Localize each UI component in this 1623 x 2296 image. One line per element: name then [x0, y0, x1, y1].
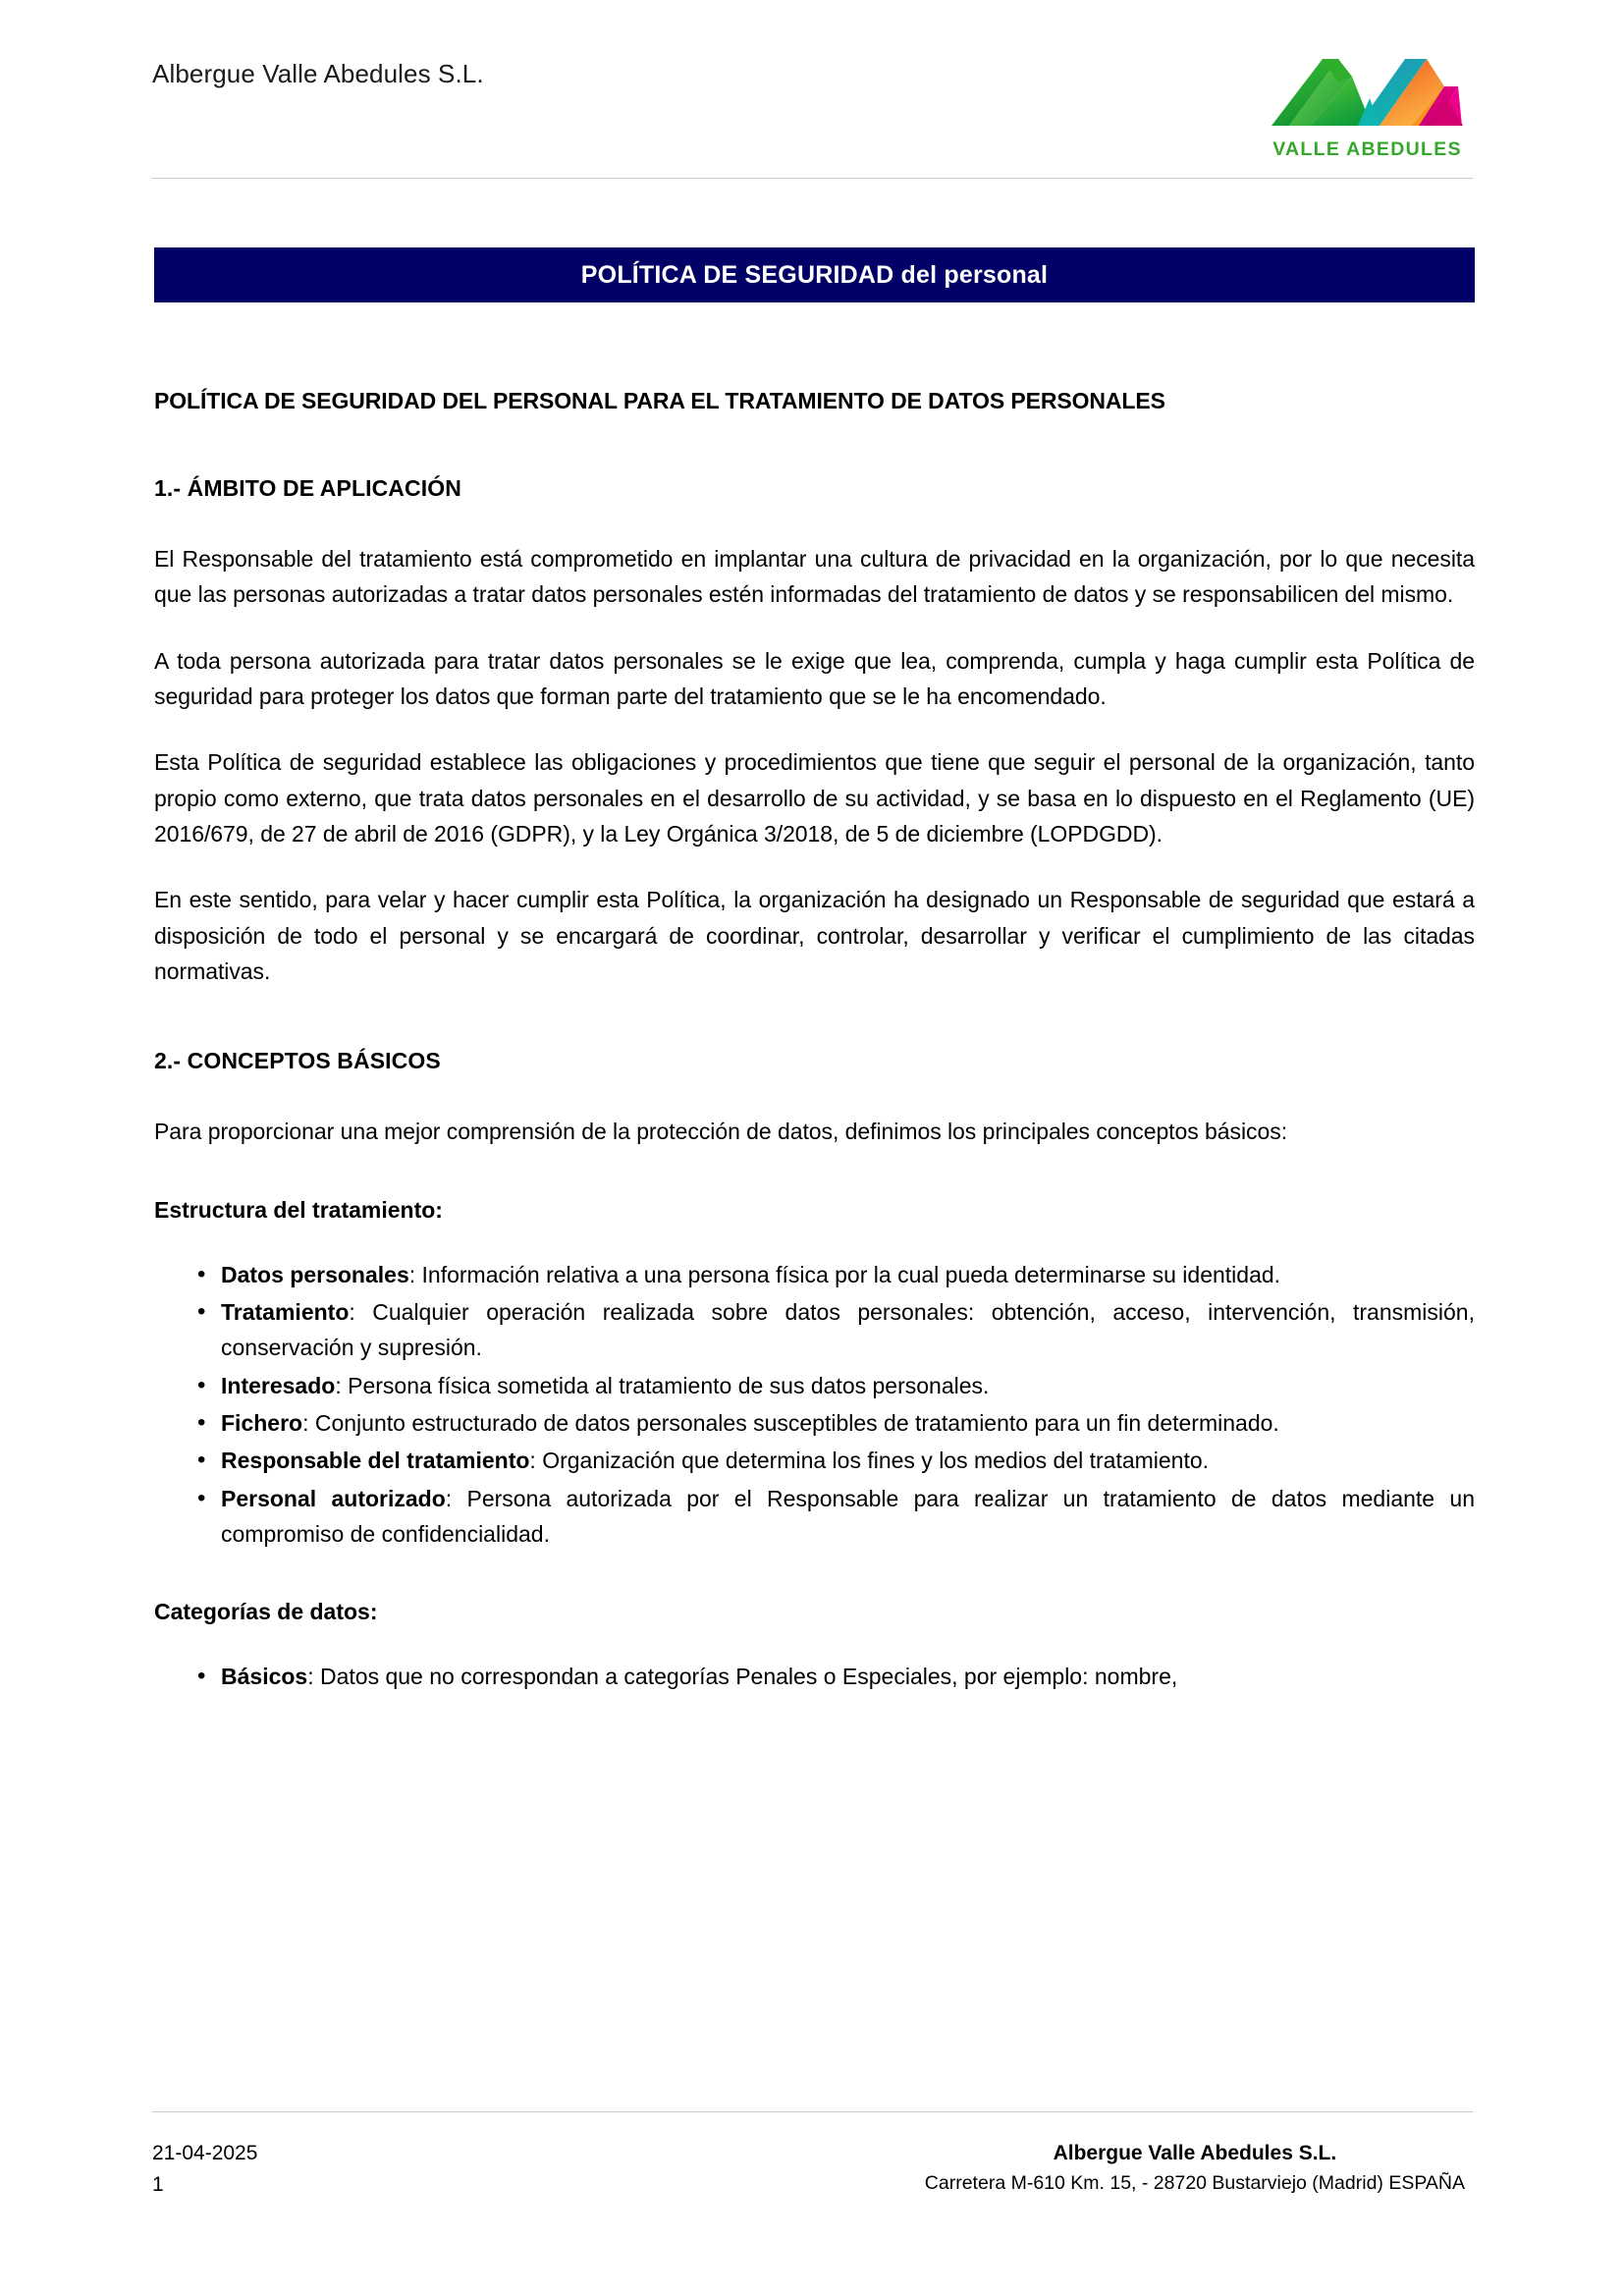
list-item-definition: : Datos que no correspondan a categorías Penales o Especiales, por ejemplo: nombre,: [307, 1664, 1178, 1690]
footer-company-name: Albergue Valle Abedules S.L.: [1053, 2142, 1337, 2164]
paragraph: El Responsable del tratamiento está comprometido en implantar una cultura de privacidad en la organización, por lo que necesita que las personas autorizadas a tratar datos personales estén informadas del tratamiento de datos y se responsabilicen del mismo.: [154, 546, 1475, 608]
header-company-name: Albergue Valle Abedules S.L.: [152, 59, 484, 88]
subheading-categorias-de-datos: Categorías de datos:: [154, 1599, 378, 1625]
paragraph: A toda persona autorizada para tratar datos personales se le exige que lea, comprenda, cumpla y haga cumplir esta Política de seguridad para proteger los datos que forman parte del tratamiento que se le ha encomendado.: [154, 647, 1475, 709]
footer-page-number: 1: [152, 2172, 164, 2196]
paragraph: Para proporcionar una mejor comprensión de la protección de datos, definimos los principales conceptos básicos:: [154, 1119, 1288, 1145]
bullet-list-estructura: [154, 1257, 1475, 1553]
footer-address: Carretera M-610 Km. 15, - 28720 Bustarviejo (Madrid) ESPAÑA: [924, 2171, 1465, 2194]
list-item-term: Interesado: [221, 1372, 336, 1398]
page-title: POLÍTICA DE SEGURIDAD DEL PERSONAL PARA EL TRATAMIENTO DE DATOS PERSONALES: [154, 388, 1165, 413]
footer-left-block: [152, 2138, 257, 2200]
list-item-definition: : Organización que determina los fines y los medios del tratamiento.: [529, 1448, 1210, 1474]
footer-date: 21-04-2025: [152, 2142, 258, 2164]
subheading-estructura-del-tratamiento: Estructura del tratamiento:: [154, 1196, 443, 1223]
page-header: [152, 37, 1473, 185]
section-heading-2: 2.- CONCEPTOS BÁSICOS: [154, 1048, 441, 1074]
bullet-list-categorias: [154, 1659, 1475, 1694]
header-divider: [152, 178, 1473, 179]
list-item: [154, 1659, 1475, 1694]
valle-abedules-logo: [1262, 37, 1473, 161]
paragraph: Esta Política de seguridad establece las obligaciones y procedimientos que tiene que seguir el personal de la organización, tanto propio como externo, que trata datos personales en el desarrollo de su actividad, y se basa en lo dispuesto en el Reglamento (UE) 2016/679, de 27 de abril de 2016 (GDPR), y la Ley Orgánica 3/2018, de 5 de diciembre (LOPDGDD).: [154, 749, 1475, 847]
list-item-term: Fichero: [221, 1409, 303, 1436]
list-item-term: Datos personales: [221, 1261, 409, 1287]
list-item-term: Personal autorizado: [221, 1485, 446, 1511]
list-item: [154, 1405, 1475, 1441]
footer-right-block: [925, 2138, 1473, 2198]
paragraph: En este sentido, para velar y hacer cumplir esta Política, la organización ha designado un Responsable de seguridad que estará a disposición de todo el personal y se encargará de coordinar, controlar, desarrollar y verificar el cumplimiento de las citadas normativas.: [154, 887, 1475, 984]
logo-mountain-icon: [1262, 39, 1473, 137]
list-item-definition: : Información relativa a una persona física por la cual pueda determinarse su identidad.: [408, 1261, 1281, 1287]
title-banner-text: POLÍTICA DE SEGURIDAD del personal: [580, 260, 1049, 289]
list-item-term: Básicos: [221, 1664, 308, 1690]
list-item: [154, 1443, 1475, 1478]
section-heading-1: 1.- ÁMBITO DE APLICACIÓN: [154, 475, 461, 501]
title-banner: [154, 247, 1475, 302]
logo-brand-text: VALLE ABEDULES: [1272, 138, 1462, 160]
list-item-definition: : Cualquier operación realizada sobre datos personales: obtención, acceso, intervención, transmisión, conservación y supresión.: [221, 1298, 1475, 1361]
document-body: [154, 388, 1475, 1697]
list-item-term: Responsable del tratamiento: [221, 1448, 530, 1474]
list-item-definition: : Conjunto estructurado de datos personales susceptibles de tratamiento para un fin determinado.: [302, 1409, 1279, 1436]
list-item-definition: : Persona autorizada por el Responsable para realizar un tratamiento de datos mediante un compromiso de confidencialidad.: [221, 1485, 1475, 1547]
list-item: [154, 1294, 1475, 1366]
list-item: [154, 1481, 1475, 1553]
list-item: [154, 1368, 1475, 1403]
page-footer: [152, 2111, 1473, 2200]
list-item-term: Tratamiento: [221, 1298, 350, 1325]
list-item: [154, 1257, 1475, 1292]
list-item-definition: : Persona física sometida al tratamiento de sus datos personales.: [335, 1372, 990, 1398]
